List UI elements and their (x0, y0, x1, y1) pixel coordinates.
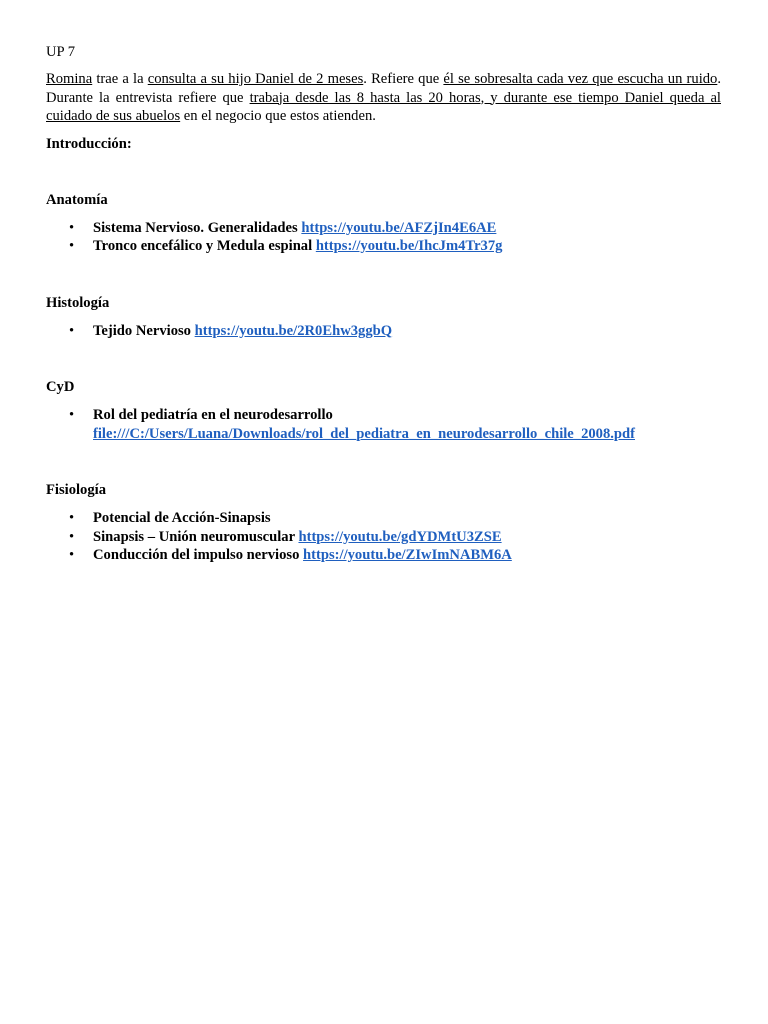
anatomia-heading: Anatomía (46, 191, 108, 208)
patient-mother-name: Romina (46, 71, 93, 87)
cyd-list (46, 406, 721, 443)
video-link[interactable]: https://youtu.be/gdYDMtU3ZSE (298, 528, 502, 545)
item-label: Potencial de Acción-Sinapsis (93, 510, 271, 526)
consult-reason: consulta a su hijo Daniel de 2 meses (147, 71, 364, 87)
anatomia-list (46, 219, 721, 256)
bullet-icon: • (69, 547, 75, 563)
bullet-icon: • (69, 510, 75, 526)
item-label: Sistema Nervioso. Generalidades (93, 219, 302, 236)
bullet-icon: • (69, 238, 75, 254)
list-item (46, 528, 721, 547)
video-link[interactable]: https://youtu.be/IhcJm4Tr37g (315, 238, 503, 254)
histologia-heading: Histología (46, 294, 110, 311)
item-label: Conducción del impulso nervioso (93, 547, 304, 563)
video-link[interactable]: https://youtu.be/2R0Ehw3ggbQ (194, 322, 393, 339)
video-link[interactable]: https://youtu.be/ZIwImNABM6A (303, 547, 512, 563)
item-label: Tronco encefálico y Medula espinal (93, 238, 316, 254)
intro-text-1: trae a la (92, 71, 148, 87)
list-item (46, 546, 721, 565)
bullet-icon: • (69, 322, 75, 339)
item-label: Tejido Nervioso (93, 322, 195, 339)
list-item (46, 406, 721, 443)
bullet-icon: • (69, 528, 75, 545)
list-item (46, 509, 721, 528)
intro-text-2: . Refiere que (363, 71, 444, 87)
fisiologia-heading: Fisiología (46, 482, 106, 498)
bullet-icon: • (69, 407, 75, 423)
care-context: trabaja desde las 8 hasta las 20 horas, y durante ese tiempo Daniel queda al cuidado de sus abuelos (46, 89, 721, 124)
histologia-list (46, 322, 721, 341)
case-paragraph (46, 70, 721, 126)
introduccion-heading: Introducción: (46, 135, 132, 152)
intro-text-3: . Durante la entrevista refiere que (46, 71, 721, 106)
cyd-heading: CyD (46, 379, 75, 395)
symptom-description: él se sobresalta cada vez que escucha un ruido (443, 71, 718, 87)
document-title: UP 7 (46, 44, 76, 60)
list-item (46, 237, 721, 256)
list-item (46, 322, 721, 341)
list-item (46, 219, 721, 238)
intro-text-4: en el negocio que estos atienden. (180, 108, 376, 124)
item-label: Sinapsis – Unión neuromuscular (93, 528, 299, 545)
pdf-file-link[interactable]: file:///C:/Users/Luana/Downloads/rol_del_pediatra_en_neurodesarrollo_chile_2008.pdf (93, 425, 636, 442)
video-link[interactable]: https://youtu.be/AFZjIn4E6AE (301, 219, 497, 236)
item-label: Rol del pediatría en el neurodesarrollo (93, 407, 333, 423)
bullet-icon: • (69, 219, 75, 236)
fisiologia-list (46, 509, 721, 565)
